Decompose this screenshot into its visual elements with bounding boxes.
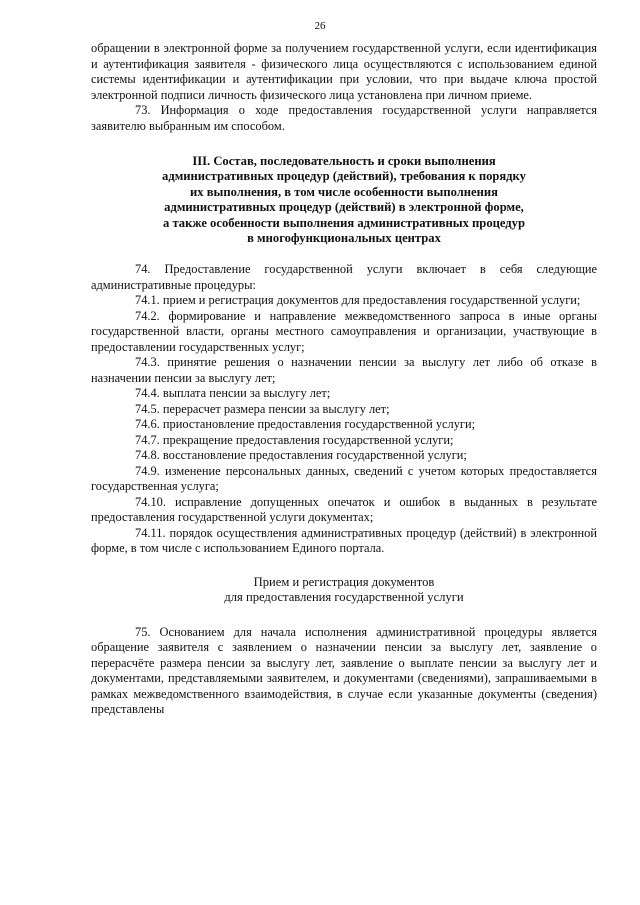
- section-heading-line: их выполнения, в том числе особенности выполнения: [190, 184, 498, 199]
- section-heading: [91, 154, 597, 246]
- procedure-item: 74.11. порядок осуществления административных процедур (действий) в электронной форме, в том числе с использованием Единого портала.: [91, 525, 597, 556]
- section-heading-line: административных процедур (действий) в электронной форме,: [164, 200, 524, 215]
- page-content: [91, 41, 597, 718]
- procedure-item: 74.9. изменение персональных данных, сведений с учетом которых предоставляется государственная услуга;: [91, 463, 597, 494]
- procedure-item: 74.6. приостановление предоставления государственной услуги;: [135, 417, 476, 432]
- procedure-item: 74.8. восстановление предоставления государственной услуги;: [135, 448, 467, 463]
- subsection-heading-line: для предоставления государственной услуги: [224, 590, 464, 605]
- procedure-item: 74.4. выплата пенсии за выслугу лет;: [135, 386, 331, 401]
- subsection-heading-line: Прием и регистрация документов: [253, 574, 435, 589]
- section-heading-line: административных процедур (действий), требования к порядку: [162, 169, 526, 184]
- procedure-item: 74.10. исправление допущенных опечаток и ошибок в выданных в результате предоставления государственной услуги документах;: [91, 494, 597, 525]
- procedure-item: 74.7. прекращение предоставления государственной услуги;: [135, 432, 454, 447]
- continuation-paragraph: обращении в электронной форме за получением государственной услуги, если идентификация и аутентификация заявителя - физического лица осуществляются с использованием единой системы идентификации и аутентификации при условии, что при выдаче ключа простой электронной подписи личность физического лица установлена при личном приеме.: [91, 41, 597, 102]
- procedure-item: 74.2. формирование и направление межведомственного запроса в иные органы государственной власти, органы местного самоуправления и организации, участвующие в предоставлении государственных услуг;: [91, 308, 597, 354]
- procedure-item: 74.1. прием и регистрация документов для предоставления государственной услуги;: [135, 293, 581, 308]
- procedure-item: 74.5. перерасчет размера пенсии за выслугу лет;: [135, 401, 390, 416]
- section-heading-line: в многофункциональных центрах: [247, 231, 441, 246]
- paragraph-75: 75. Основанием для начала исполнения административной процедуры является обращение заявителя с заявлением о назначении пенсии за выслугу лет, заявление о перерасчёте размера пенсии за выслугу лет, заявление о выплате пенсии за выслугу лет и документами, представляемыми заявителем, и документами (сведениями), запрашиваемыми в рамках межведомственного взаимодействия, в случае если указанные документы (сведения) представлены: [91, 624, 597, 717]
- section-heading-line: III. Состав, последовательность и сроки выполнения: [192, 154, 496, 168]
- paragraph-74: 74. Предоставление государственной услуги включает в себя следующие административные процедуры:: [91, 262, 597, 292]
- subsection-heading: [91, 575, 597, 606]
- page-number: 26: [314, 20, 326, 32]
- procedure-item: 74.3. принятие решения о назначении пенсии за выслугу лет либо об отказе в назначении пенсии за выслугу лет;: [91, 355, 597, 385]
- paragraph-73: 73. Информация о ходе предоставления государственной услуги направляется заявителю выбранным им способом.: [91, 103, 597, 133]
- section-heading-line: а также особенности выполнения административных процедур: [163, 215, 525, 230]
